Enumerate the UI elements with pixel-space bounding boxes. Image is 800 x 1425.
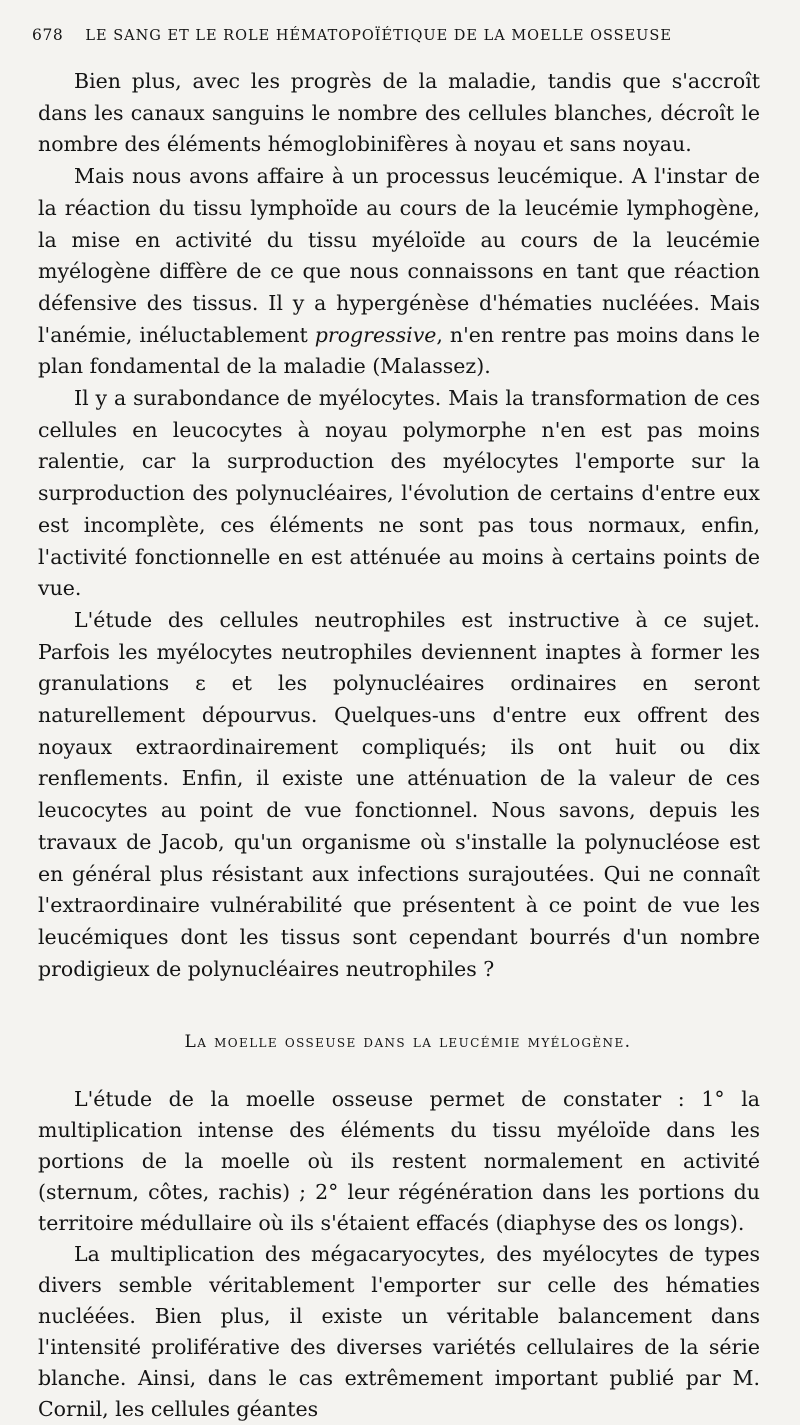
running-header: [32, 26, 760, 66]
paragraph: Bien plus, avec les progrès de la maladie, tandis que s'accroît dans les canaux sanguins le nombre des cellules blanches, décroît le nombre des éléments hémoglobinifères à noyau et sans noyau.: [38, 69, 760, 157]
italic-emphasis: progressive: [314, 322, 437, 347]
paragraph: [38, 161, 760, 383]
paragraph: L'étude des cellules neutrophiles est instructive à ce sujet. Parfois les myélocytes neutrophiles deviennent inaptes à former les granulations ε et les polynucléaires ordinaires en seront naturellement dépourvus. Quelques-uns d'entre eux offrent des noyaux extraordinairement compliqués; ils ont huit ou dix renflements. Enfin, il existe une atténuation de la valeur de ces leucocytes au point de vue fonctionnel. Nous savons, depuis les travaux de Jacob, qu'un organisme où s'installe la polynucléose est en général plus résistant aux infections surajoutées. Qui ne connaît l'extraordinaire vulnérabilité que présentent à ce point de vue les leucémiques dont les tissus sont cependant bourrés d'un nombre prodigieux de polynucléaires neutrophiles ?: [38, 607, 760, 981]
body-text: [38, 66, 760, 985]
paragraph-text: , n'en rentre pas moins dans le plan fondamental de la maladie (Malassez).: [38, 322, 760, 379]
paragraph-text: Mais nous avons affaire à un processus leucémique. A l'instar de la réaction du tissu lymphoïde au cours de la leucémie lymphogène, la mise en activité du tissu myéloïde au cours de la leucémie myélogène diffère de ce que nous connaissons en tant que réaction défensive des tissus. Il y a hypergénèse d'hématies nucléées. Mais l'anémie, inéluctablement: [38, 164, 760, 347]
paragraph: L'étude de la moelle osseuse permet de constater : 1° la multiplication intense des éléments du tissu myéloïde dans les portions de la moelle où ils restent normalement en activité (sternum, côtes, rachis) ; 2° leur régénération dans les portions du territoire médullaire où ils s'étaient effacés (diaphyse des os longs).: [38, 1087, 760, 1236]
running-title: LE SANG ET LE ROLE HÉMATOPOÏÉTIQUE DE LA MOELLE OSSEUSE: [85, 28, 672, 44]
page-number: 678: [32, 26, 64, 44]
paragraph: Il y a surabondance de myélocytes. Mais la transformation de ces cellules en leucocytes à noyau polymorphe n'en est pas moins ralentie, car la surproduction des myélocytes l'emporte sur la surproduction des polynucléaires, l'évolution de certains d'entre eux est incomplète, ces éléments ne sont pas tous normaux, enfin, l'activité fonctionnelle en est atténuée au moins à certains points de vue.: [38, 386, 760, 601]
section-body: [38, 1084, 760, 1425]
section-heading: La moelle osseuse dans la leucémie myélogène.: [184, 1032, 632, 1053]
paragraph: La multiplication des mégacaryocytes, des myélocytes de types divers semble véritablement l'emporter sur celle des hématies nucléées. Bien plus, il existe un véritable balancement dans l'intensité proliférative des diverses variétés cellulaires de la série blanche. Ainsi, dans le cas extrêmement important publié par M. Cornil, les cellules géantes: [38, 1242, 760, 1422]
